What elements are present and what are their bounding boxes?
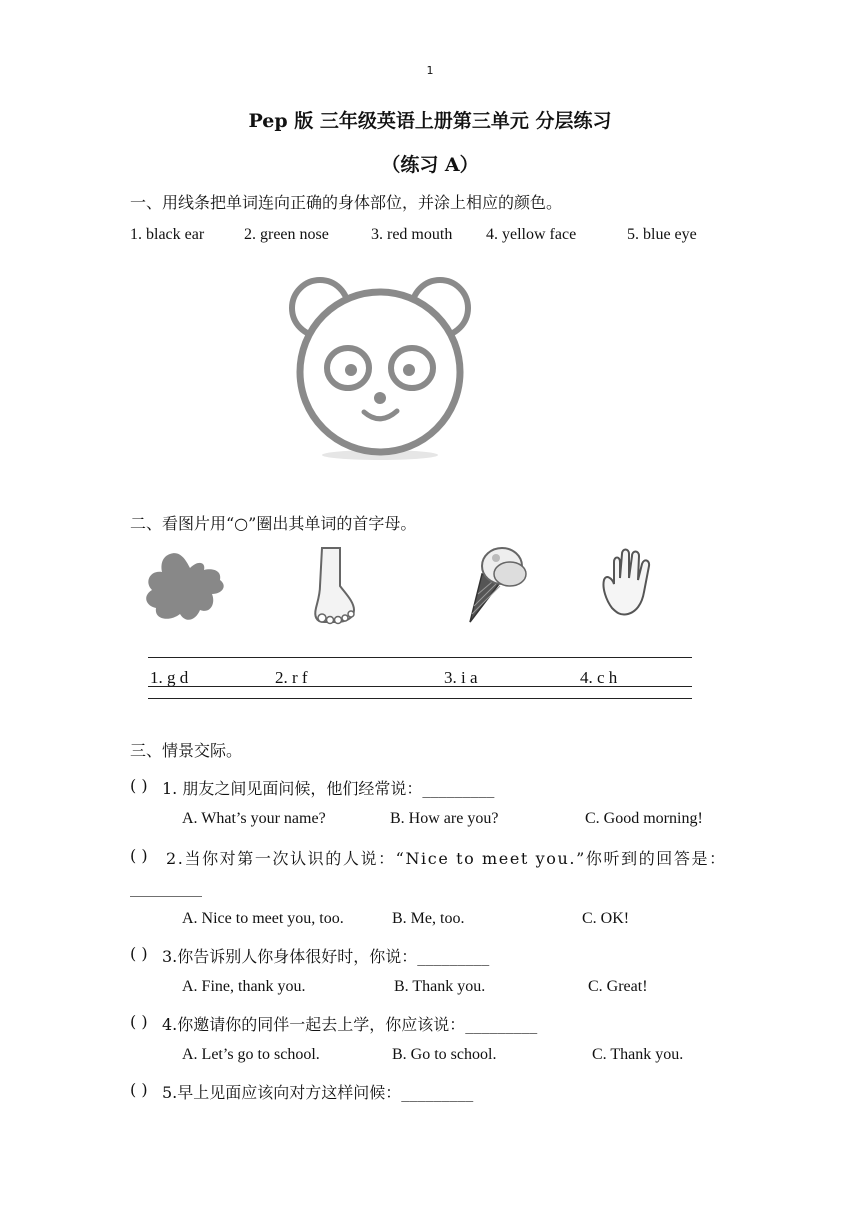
letter-choice-item: 1. g d [150, 668, 189, 687]
option-c: C. Thank you. [592, 1046, 684, 1063]
answer-paren: ( ) [130, 1012, 148, 1031]
writing-line-top [148, 657, 692, 658]
hand-image [598, 548, 662, 618]
option-c: C. Good morning! [585, 810, 703, 827]
page-subtitle: （练习 A） [381, 154, 479, 176]
question-text: 2.当你对第一次认识的人说：“Nice to meet you.”你听到的回答是： [166, 849, 727, 868]
answer-paren: ( ) [130, 1080, 148, 1099]
foot-image [306, 546, 366, 626]
word-item: 1. black ear [130, 226, 205, 243]
word-item: 3. red mouth [371, 226, 453, 243]
answer-paren: ( ) [130, 846, 148, 865]
section1-heading: 一、用线条把单词连向正确的身体部位，并涂上相应的颜色。 [130, 193, 563, 212]
page-title: Pep 版 三年级英语上册第三单元 分层练习 [248, 110, 612, 132]
question-text: 4.你邀请你的同伴一起去上学，你应该说：_________ [162, 1015, 538, 1034]
letter-choice-item: 3. i a [444, 668, 478, 687]
option-b: B. Thank you. [394, 978, 486, 995]
ice-cream-image [462, 544, 532, 626]
option-b: B. How are you? [390, 810, 499, 827]
word-item: 5. blue eye [627, 226, 697, 243]
option-c: C. OK! [582, 910, 630, 927]
option-a: A. What’s your name? [182, 810, 326, 827]
option-b: B. Go to school. [392, 1046, 497, 1063]
writing-line-bottom [148, 698, 692, 699]
option-a: A. Let’s go to school. [182, 1046, 320, 1063]
option-a: A. Fine, thank you. [182, 978, 306, 995]
panda-face-illustration [280, 270, 480, 465]
question-text: 5.早上见面应该向对方这样问候：_________ [162, 1083, 474, 1102]
option-b: B. Me, too. [392, 910, 465, 927]
letter-choice-item: 2. r f [275, 668, 308, 687]
question-text: 3.你告诉别人你身体很好时，你说：_________ [162, 947, 490, 966]
answer-paren: ( ) [130, 776, 148, 795]
letter-choice-item: 4. c h [580, 668, 618, 687]
paint-splash-image [140, 548, 230, 626]
answer-blank: _________ [130, 878, 202, 897]
question-text: 1. 朋友之间见面问候，他们经常说：_________ [162, 779, 495, 798]
section3-heading: 三、情景交际。 [130, 741, 243, 760]
word-item: 2. green nose [244, 226, 329, 243]
option-c: C. Great! [588, 978, 648, 995]
section2-heading: 二、看图片用“○”圈出其单词的首字母。 [130, 514, 417, 533]
page-number: 1 [426, 64, 434, 77]
option-a: A. Nice to meet you, too. [182, 910, 344, 927]
word-item: 4. yellow face [486, 226, 577, 243]
answer-paren: ( ) [130, 944, 148, 963]
